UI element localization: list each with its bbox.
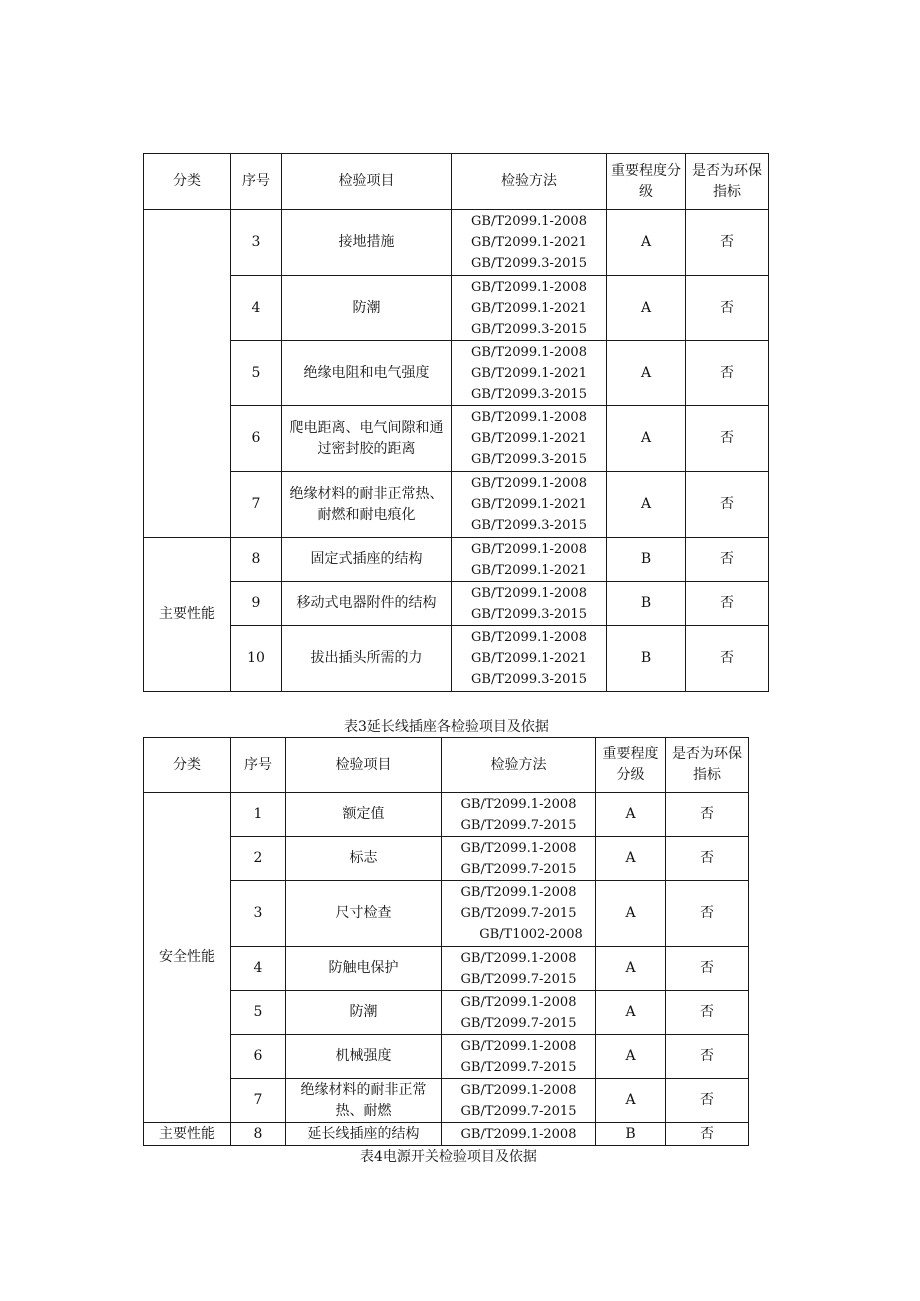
importance-cell: A (596, 947, 666, 991)
header-eco: 是否为环保指标 (686, 154, 769, 210)
method-standard: GB/T2099.1-2008 (460, 885, 577, 900)
eco-cell: 否 (686, 210, 769, 276)
importance-cell: A (607, 210, 686, 276)
method-standard: GB/T2099.3-2015 (471, 256, 587, 271)
eco-cell: 否 (686, 341, 769, 406)
method-cell (442, 991, 596, 1035)
table-row (144, 210, 769, 276)
method-cell (452, 538, 607, 582)
method-cell (442, 947, 596, 991)
method-standard: GB/T2099.3-2015 (471, 518, 587, 533)
table-row (144, 947, 749, 991)
method-standard: GB/T2099.1-2008 (471, 279, 587, 295)
table-header-row (144, 154, 769, 210)
header-seq: 序号 (231, 738, 286, 793)
seq-cell: 3 (231, 881, 286, 947)
method-standard: GB/T2099.1-2008 (460, 994, 577, 1010)
table-caption: 表4电源开关检验项目及依据 (360, 1149, 537, 1165)
header-category: 分类 (144, 154, 231, 210)
seq-cell: 4 (231, 947, 286, 991)
method-cell (452, 210, 607, 276)
importance-cell: A (607, 341, 686, 406)
method-standard: GB/T2099.7-2015 (460, 1103, 577, 1119)
item-cell: 机械强度 (286, 1035, 442, 1079)
importance-cell: A (607, 472, 686, 538)
importance-cell: A (596, 1079, 666, 1123)
item-cell: 绝缘材料的耐非正常热、耐燃和耐电痕化 (282, 472, 452, 538)
importance-cell: B (607, 538, 686, 582)
item-cell: 拔出插头所需的力 (282, 626, 452, 692)
importance-cell: B (596, 1123, 666, 1146)
method-standard: GB/T2099.3-2015 (471, 452, 587, 467)
seq-cell: 4 (231, 276, 282, 341)
method-cell (452, 276, 607, 341)
table-row (144, 1079, 749, 1123)
method-cell (452, 341, 607, 406)
method-cell (452, 472, 607, 538)
seq-cell: 10 (231, 626, 282, 692)
inspection-table-1 (143, 153, 769, 692)
table-row (144, 991, 749, 1035)
method-cell (442, 837, 596, 881)
eco-cell: 否 (686, 472, 769, 538)
header-method: 检验方法 (452, 154, 607, 210)
method-standard: GB/T2099.1-2008 (460, 796, 577, 812)
method-standard: GB/T2099.1-2008 (471, 476, 587, 491)
method-standard: GB/T2099.1-2021 (471, 235, 587, 250)
header-importance: 重要程度分级 (607, 154, 686, 210)
eco-cell: 否 (666, 1123, 749, 1146)
method-standard: GB/T2099.3-2015 (471, 606, 587, 622)
item-cell: 防触电保护 (286, 947, 442, 991)
importance-cell: A (596, 991, 666, 1035)
item-cell: 延长线插座的结构 (286, 1123, 442, 1146)
method-cell (442, 1123, 596, 1146)
category-cell (144, 210, 231, 538)
header-item: 检验项目 (286, 738, 442, 793)
item-cell: 固定式插座的结构 (282, 538, 452, 582)
table-row (144, 793, 749, 837)
item-cell: 尺寸检查 (286, 881, 442, 947)
table-row (144, 1035, 749, 1079)
seq-cell: 1 (231, 793, 286, 837)
table-row (144, 582, 769, 626)
importance-cell: A (596, 1035, 666, 1079)
method-standard: GB/T2099.1-2008 (460, 950, 577, 966)
eco-cell: 否 (686, 538, 769, 582)
importance-cell: B (607, 626, 686, 692)
method-standard: GB/T2099.1-2008 (471, 630, 587, 645)
method-standard: GB/T2099.1-2021 (471, 365, 587, 381)
importance-cell: A (596, 881, 666, 947)
header-eco: 是否为环保指标 (666, 738, 749, 793)
item-cell: 爬电距离、电气间隙和通过密封胶的距离 (282, 406, 452, 472)
header-item: 检验项目 (282, 154, 452, 210)
method-standard: GB/T2099.1-2021 (471, 562, 587, 578)
method-standard: GB/T2099.1-2021 (471, 431, 587, 446)
eco-cell: 否 (686, 276, 769, 341)
seq-cell: 6 (231, 1035, 286, 1079)
table-row (144, 626, 769, 692)
method-standard: GB/T2099.1-2008 (471, 214, 587, 229)
eco-cell: 否 (666, 1079, 749, 1123)
method-standard: GB/T2099.7-2015 (460, 906, 577, 921)
seq-cell: 9 (231, 582, 282, 626)
eco-cell: 否 (666, 947, 749, 991)
method-standard: GB/T2099.1-2008 (471, 410, 587, 425)
method-cell (442, 793, 596, 837)
seq-cell: 7 (231, 1079, 286, 1123)
category-cell: 主要性能 (144, 538, 231, 692)
method-cell (442, 1035, 596, 1079)
seq-cell: 3 (231, 210, 282, 276)
category-cell: 安全性能 (144, 793, 231, 1123)
header-method: 检验方法 (442, 738, 596, 793)
table-row (144, 1123, 749, 1146)
table-row (144, 276, 769, 341)
method-standard: GB/T1002-2008 (479, 927, 583, 942)
item-cell: 绝缘材料的耐非正常热、耐燃 (286, 1079, 442, 1123)
table-caption: 表3延长线插座各检验项目及依据 (344, 719, 549, 735)
seq-cell: 8 (231, 1123, 286, 1146)
method-standard: GB/T2099.1-2021 (471, 651, 587, 666)
method-standard: GB/T2099.7-2015 (460, 817, 577, 833)
eco-cell: 否 (666, 837, 749, 881)
eco-cell: 否 (666, 881, 749, 947)
table-row (144, 837, 749, 881)
method-standard: GB/T2099.3-2015 (471, 386, 587, 402)
header-seq: 序号 (231, 154, 282, 210)
method-standard: GB/T2099.3-2015 (471, 672, 587, 687)
method-standard: GB/T2099.1-2008 (471, 344, 587, 360)
header-importance: 重要程度分级 (596, 738, 666, 793)
method-cell (442, 881, 596, 947)
method-cell (442, 1079, 596, 1123)
seq-cell: 6 (231, 406, 282, 472)
method-standard: GB/T2099.1-2008 (460, 840, 577, 856)
eco-cell: 否 (686, 406, 769, 472)
table-row (144, 881, 749, 947)
eco-cell: 否 (686, 626, 769, 692)
method-standard: GB/T2099.7-2015 (460, 1015, 577, 1031)
eco-cell: 否 (686, 582, 769, 626)
importance-cell: B (607, 582, 686, 626)
table-header-row (144, 738, 749, 793)
seq-cell: 5 (231, 341, 282, 406)
method-standard: GB/T2099.7-2015 (460, 861, 577, 877)
item-cell: 防潮 (286, 991, 442, 1035)
method-standard: GB/T2099.1-2008 (460, 1038, 577, 1054)
method-standard: GB/T2099.1-2008 (471, 541, 587, 557)
item-cell: 接地措施 (282, 210, 452, 276)
method-standard: GB/T2099.1-2008 (471, 585, 587, 601)
table-row (144, 538, 769, 582)
method-cell (452, 406, 607, 472)
inspection-table-2 (143, 737, 749, 1146)
header-category: 分类 (144, 738, 231, 793)
method-standard: GB/T2099.1-2008 (460, 1082, 577, 1098)
method-standard: GB/T2099.1-2021 (471, 300, 587, 316)
seq-cell: 5 (231, 991, 286, 1035)
eco-cell: 否 (666, 991, 749, 1035)
method-standard: GB/T2099.3-2015 (471, 321, 587, 337)
eco-cell: 否 (666, 1035, 749, 1079)
importance-cell: A (596, 837, 666, 881)
seq-cell: 2 (231, 837, 286, 881)
table-row (144, 472, 769, 538)
importance-cell: A (607, 406, 686, 472)
importance-cell: A (596, 793, 666, 837)
seq-cell: 7 (231, 472, 282, 538)
method-cell (452, 582, 607, 626)
item-cell: 标志 (286, 837, 442, 881)
method-standard: GB/T2099.1-2008 (460, 1126, 577, 1142)
method-standard: GB/T2099.1-2021 (471, 497, 587, 512)
method-standard: GB/T2099.7-2015 (460, 971, 577, 987)
item-cell: 移动式电器附件的结构 (282, 582, 452, 626)
table-row (144, 341, 769, 406)
eco-cell: 否 (666, 793, 749, 837)
importance-cell: A (607, 276, 686, 341)
method-cell (452, 626, 607, 692)
method-standard: GB/T2099.7-2015 (460, 1059, 577, 1075)
category-cell: 主要性能 (144, 1123, 231, 1146)
item-cell: 额定值 (286, 793, 442, 837)
item-cell: 绝缘电阻和电气强度 (282, 341, 452, 406)
item-cell: 防潮 (282, 276, 452, 341)
table-row (144, 406, 769, 472)
seq-cell: 8 (231, 538, 282, 582)
